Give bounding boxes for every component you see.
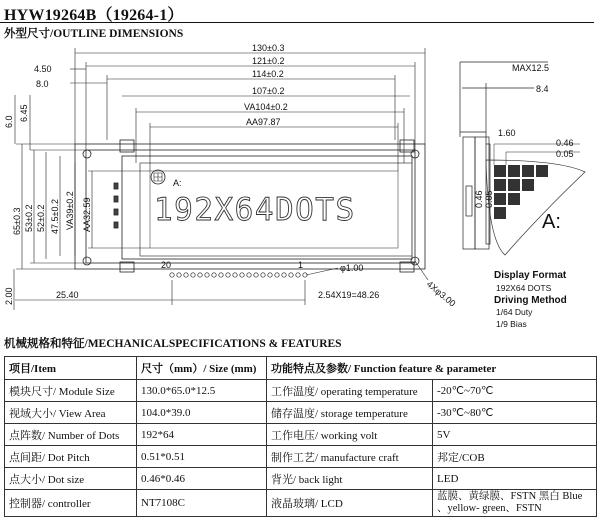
driving-duty: 1/64 Duty <box>496 307 533 317</box>
spec-table <box>4 356 597 517</box>
table-row <box>5 380 597 402</box>
pixel-detail-view <box>486 144 585 255</box>
mount-hole <box>83 257 91 265</box>
dim-25-40: 25.40 <box>56 290 79 300</box>
row-item: 视域大小/ View Area <box>5 402 137 424</box>
dim-130: 130±0.3 <box>252 43 285 53</box>
detail-A: A: <box>542 211 561 233</box>
row-item: 点大小/ Dot size <box>5 468 137 490</box>
row-size: 0.46*0.46 <box>137 468 267 490</box>
col-header-item: 项目/Item <box>5 357 137 380</box>
outline-section-heading: 外型尺寸/OUTLINE DIMENSIONS <box>4 28 184 40</box>
detail-005: 0.05 <box>556 149 574 159</box>
pixel-label: A: <box>173 178 182 188</box>
row-value: 蓝膜、黄绿膜、FSTN 黑白 Blue 、yellow- green、FSTN <box>433 490 597 517</box>
bottom-left-tab <box>120 262 134 272</box>
row-value: -30℃~80℃ <box>433 402 597 424</box>
row-feature: 制作工艺/ manufacture craft <box>267 446 433 468</box>
side-pad <box>114 222 118 228</box>
dim-65: 65±0.3 <box>12 207 22 235</box>
side-1-60: 1.60 <box>498 128 516 138</box>
table-row <box>5 490 597 517</box>
dim-47-5: 47.5±0.2 <box>50 199 60 234</box>
dim-4-50: 4.50 <box>34 64 52 74</box>
dim-6-45: 6.45 <box>19 104 29 122</box>
spec-section-heading: 机械规格和特征/MECHANICALSPECIFICATIONS & FEATURES <box>4 338 342 350</box>
dim-121: 121±0.2 <box>252 56 285 66</box>
display-format-value: 192X64 DOTS <box>496 283 552 293</box>
row-value: 邦定/COB <box>433 446 597 468</box>
pin-first-label: 20 <box>161 260 172 270</box>
side-view <box>460 62 548 249</box>
side-pad <box>114 183 118 189</box>
dim-aa97: AA97.87 <box>246 117 281 127</box>
dim-107: 107±0.2 <box>252 86 285 96</box>
dim-2-00: 2.00 <box>4 287 14 305</box>
pixel-detail-grid <box>154 173 162 181</box>
row-item: 控制器/ controller <box>5 490 137 517</box>
dim-52: 52±0.2 <box>36 204 46 232</box>
row-size: 104.0*39.0 <box>137 402 267 424</box>
row-value: 5V <box>433 424 597 446</box>
dim-48-26: 2.54X19=48.26 <box>318 290 380 300</box>
row-value: -20℃~70℃ <box>433 380 597 402</box>
pin-dia-label: φ1.00 <box>340 263 364 273</box>
row-item: 点间距/ Dot Pitch <box>5 446 137 468</box>
detail-046: 0.46 <box>556 138 574 148</box>
mount-hole <box>83 150 91 158</box>
hole-label: 4Xφ3.00 <box>424 278 458 309</box>
table-row <box>5 446 597 468</box>
table-row <box>5 402 597 424</box>
row-size: 130.0*65.0*12.5 <box>137 380 267 402</box>
hole-leader <box>415 261 428 280</box>
row-value: LED <box>433 468 597 490</box>
row-item: 点阵数/ Number of Dots <box>5 424 137 446</box>
row-size: NT7108C <box>137 490 267 517</box>
driving-method-title: Driving Method <box>494 295 567 306</box>
side-pad <box>114 209 118 215</box>
dim-aa32: AA32.59 <box>82 197 92 232</box>
side-max: MAX12.5 <box>512 63 550 73</box>
side-8-4: 8.4 <box>536 84 549 94</box>
row-size: 192*64 <box>137 424 267 446</box>
vertical-dimension-lines <box>15 95 150 269</box>
row-feature: 工作温度/ operating temperature <box>267 380 433 402</box>
detail-v046: 0.46 <box>474 190 484 208</box>
dim-114: 114±0.2 <box>252 69 284 79</box>
dim-8-0: 8.0 <box>36 79 49 89</box>
row-feature: 工作电压/ working volt <box>267 424 433 446</box>
detail-v005: 0.05 <box>484 190 494 208</box>
dim-53: 53±0.2 <box>24 204 34 232</box>
col-header-size: 尺寸（mm）/ Size (mm) <box>137 357 267 380</box>
row-feature: 液晶玻璃/ LCD <box>267 490 433 517</box>
display-dots-text: 192X64DOTS <box>154 192 356 228</box>
driving-bias: 1/9 Bias <box>496 319 527 329</box>
dim-6-0: 6.0 <box>4 115 14 128</box>
table-row <box>5 468 597 490</box>
dim-va39: VA39±0.2 <box>65 191 75 230</box>
document-title: HYW19264B（19264-1） <box>4 7 184 24</box>
display-format-title: Display Format <box>494 270 567 281</box>
table-row <box>5 424 597 446</box>
table-header-row <box>5 357 597 380</box>
row-item: 模块尺寸/ Module Size <box>5 380 137 402</box>
col-header-feature: 功能特点及参数/ Function feature & parameter <box>267 357 597 380</box>
pin-last-label: 1 <box>298 260 304 270</box>
row-feature: 储存温度/ storage temperature <box>267 402 433 424</box>
dim-va104: VA104±0.2 <box>244 102 288 112</box>
row-size: 0.51*0.51 <box>137 446 267 468</box>
row-feature: 背光/ back light <box>267 468 433 490</box>
pin-row <box>170 273 307 277</box>
side-pad <box>114 196 118 202</box>
